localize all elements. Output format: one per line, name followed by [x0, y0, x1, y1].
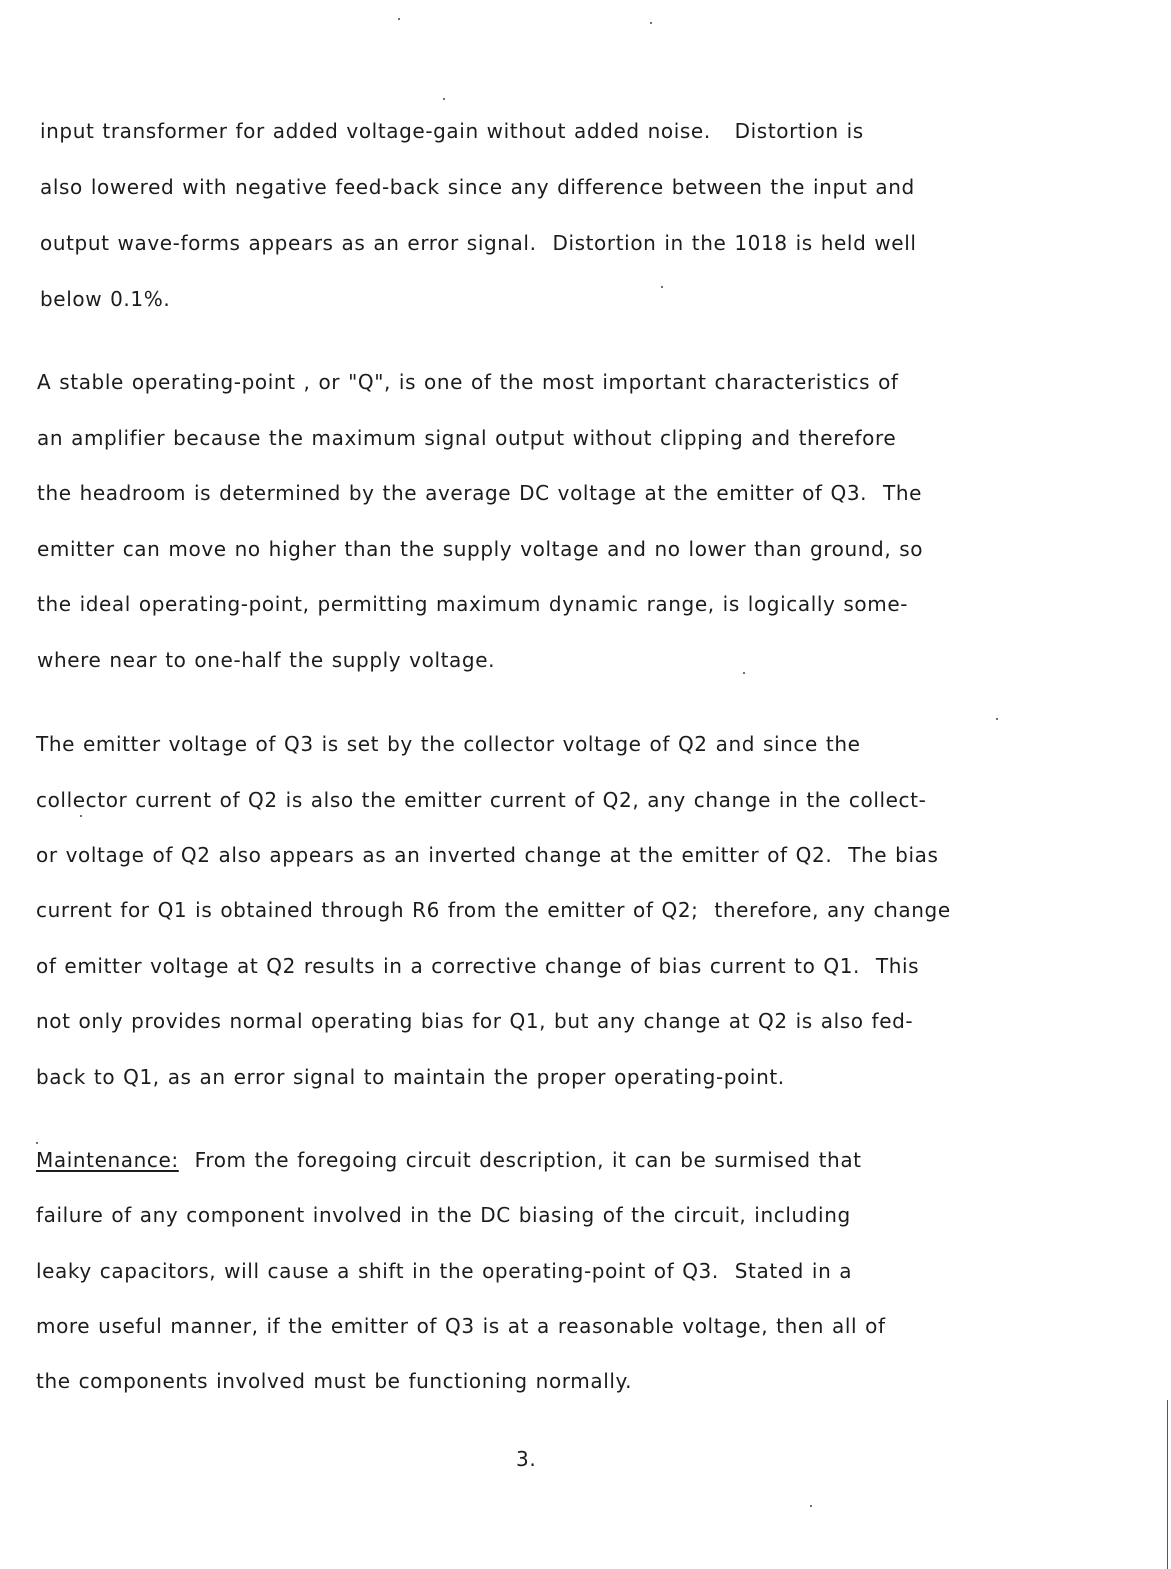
scan-speck	[810, 1505, 812, 1507]
scan-speck	[650, 22, 652, 24]
text-line: input transformer for added voltage-gain without added noise. Distortion is	[40, 119, 864, 143]
scan-speck	[443, 98, 445, 100]
text-line: an amplifier because the maximum signal output without clipping and therefore	[37, 426, 897, 450]
text-line: where near to one-half the supply voltage.	[37, 648, 496, 672]
text-line: current for Q1 is obtained through R6 from the emitter of Q2; therefore, any change	[36, 898, 951, 922]
text-line: the headroom is determined by the average DC voltage at the emitter of Q3. The	[37, 481, 923, 505]
text-line: more useful manner, if the emitter of Q3 is at a reasonable voltage, then all of	[36, 1314, 886, 1338]
text-line: A stable operating-point , or "Q", is one of the most important characteristics of	[37, 370, 899, 394]
text-line: not only provides normal operating bias for Q1, but any change at Q2 is also fed-	[36, 1009, 914, 1033]
text-line: below 0.1%.	[40, 287, 171, 311]
text-line: also lowered with negative feed-back since any difference between the input and	[40, 175, 915, 199]
scan-edge-line	[1167, 1400, 1168, 1569]
scan-speck	[398, 18, 400, 20]
text-line: output wave-forms appears as an error signal. Distortion in the 1018 is held well	[40, 231, 917, 255]
text-line: emitter can move no higher than the supply voltage and no lower than ground, so	[37, 537, 924, 561]
scan-speck	[661, 286, 663, 288]
scan-speck	[36, 1142, 38, 1144]
maintenance-heading: Maintenance:	[36, 1148, 179, 1172]
text-line: collector current of Q2 is also the emitter current of Q2, any change in the collect-	[36, 788, 927, 812]
text-line: back to Q1, as an error signal to maintain the proper operating-point.	[36, 1065, 785, 1089]
scan-speck	[80, 815, 82, 817]
scan-speck	[996, 718, 998, 720]
text-line: the ideal operating-point, permitting maximum dynamic range, is logically some-	[37, 592, 909, 616]
maintenance-first-line	[36, 1148, 862, 1172]
text-line: failure of any component involved in the DC biasing of the circuit, including	[36, 1203, 851, 1227]
scan-speck	[743, 672, 745, 674]
maintenance-first-line-text: From the foregoing circuit description, it can be surmised that	[178, 1148, 862, 1172]
text-line: the components involved must be functioning normally.	[36, 1369, 633, 1393]
text-line: The emitter voltage of Q3 is set by the collector voltage of Q2 and since the	[36, 732, 861, 756]
text-line: leaky capacitors, will cause a shift in the operating-point of Q3. Stated in a	[36, 1259, 853, 1283]
page-number: 3.	[516, 1447, 537, 1471]
text-line: or voltage of Q2 also appears as an inverted change at the emitter of Q2. The bias	[36, 843, 939, 867]
text-line: of emitter voltage at Q2 results in a corrective change of bias current to Q1. This	[36, 954, 920, 978]
